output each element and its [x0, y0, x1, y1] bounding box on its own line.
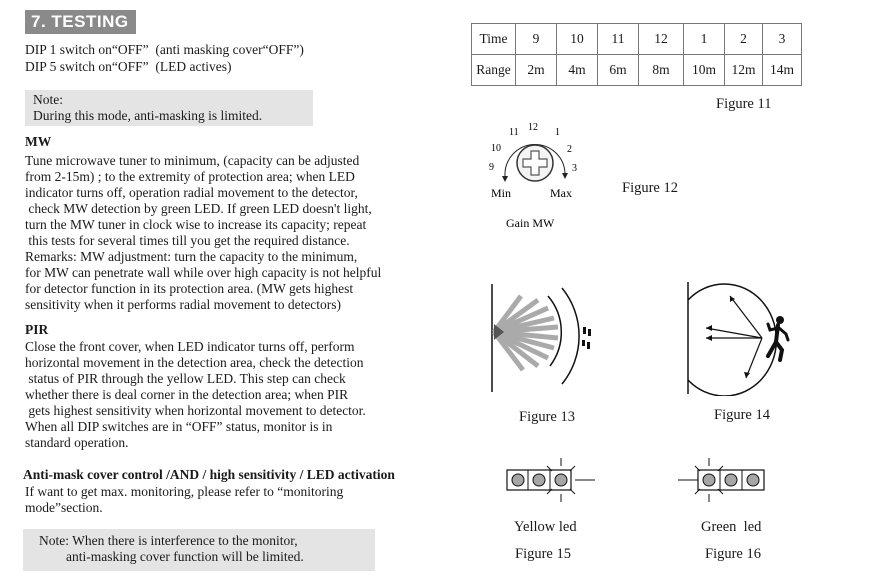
range-header: Range — [472, 55, 516, 86]
range-cell: 12m — [725, 55, 763, 86]
range-cell: 2m — [516, 55, 557, 86]
time-row — [472, 24, 802, 55]
pir-body — [25, 339, 366, 451]
yellow-led-diagram — [495, 458, 599, 504]
time-cell: 12 — [639, 24, 684, 55]
range-cell: 14m — [763, 55, 802, 86]
range-cell: 10m — [684, 55, 725, 86]
antimask-line: mode”section. — [25, 500, 103, 515]
antimask-line: If want to get max. monitoring, please refer to “monitoring — [25, 484, 344, 499]
time-cell: 10 — [557, 24, 598, 55]
range-row — [472, 55, 802, 86]
movement-arrows — [706, 296, 762, 378]
led-icon — [533, 474, 545, 486]
time-cell: 9 — [516, 24, 557, 55]
gain-dial-diagram — [478, 118, 608, 233]
pir-line: whether there is deal corner in the detection area; when PIR — [25, 387, 349, 402]
pir-heading: PIR — [25, 322, 49, 337]
time-cell: 11 — [598, 24, 639, 55]
range-cell: 8m — [639, 55, 684, 86]
note2-line2: anti-masking cover function will be limited. — [39, 549, 304, 564]
mw-line: this tests for several times till you get the required distance. — [25, 233, 350, 248]
time-cell: 2 — [725, 24, 763, 55]
dial-number: 9 — [489, 162, 494, 173]
led-icon — [725, 474, 737, 486]
range-cell: 6m — [598, 55, 639, 86]
mw-line: Tune microwave tuner to minimum, (capacity can be adjusted — [25, 153, 360, 168]
figure15-caption: Figure 15 — [515, 546, 571, 562]
figure16-caption: Figure 16 — [705, 546, 761, 562]
range-cell: 4m — [557, 55, 598, 86]
pir-line: gets highest sensitivity when horizontal movement to detector. — [25, 403, 366, 418]
dip5-line: DIP 5 switch on“OFF” (LED actives) — [25, 59, 232, 74]
mw-line: sensitivity when it performs radial movement to detectors) — [25, 297, 342, 312]
dial-number: 1 — [555, 127, 560, 138]
arrowhead-icon — [502, 176, 508, 182]
antimask-body — [25, 484, 343, 516]
led-icon — [512, 474, 524, 486]
figure11-caption: Figure 11 — [716, 96, 772, 112]
max-label: Max — [550, 186, 572, 200]
pir-line: horizontal movement in the detection area, check the detection — [25, 355, 364, 370]
mw-line: for detector function in its protection area. (MW gets highest — [25, 281, 354, 296]
min-label: Min — [491, 186, 512, 200]
pir-line: Close the front cover, when LED indicator turns off, perform — [25, 339, 355, 354]
mw-line: Remarks: MW adjustment: turn the capacity to the minimum, — [25, 249, 358, 264]
pir-line: When all DIP switches are in “OFF” status, monitor is in — [25, 419, 333, 434]
mw-line: check MW detection by green LED. If green LED doesn't light, — [25, 201, 372, 216]
range-arc — [548, 296, 561, 366]
dial-number: 3 — [572, 163, 577, 174]
green-led-label: Green led — [701, 519, 762, 535]
mw-line: from 2-15m) ; to the extremity of protection area; when LED — [25, 169, 355, 184]
note-label: Note: — [33, 92, 63, 107]
dial-number: 10 — [491, 143, 501, 154]
dial-number: 12 — [528, 122, 538, 133]
detection-beams — [494, 296, 558, 370]
gain-label: Gain MW — [506, 216, 555, 230]
mw-heading: MW — [25, 134, 52, 149]
time-cell: 3 — [763, 24, 802, 55]
mw-line: turn the MW tuner in clock wise to increase its capacity; repeat — [25, 217, 367, 232]
mw-line: indicator turns off, operation radial movement to the detector, — [25, 185, 358, 200]
arrowhead-icon — [562, 173, 568, 179]
note-text: During this mode, anti-masking is limited. — [33, 108, 263, 123]
yellow-led-label: Yellow led — [514, 519, 577, 535]
pir-line: status of PIR through the yellow LED. This step can check — [25, 371, 346, 386]
led-icon — [747, 474, 759, 486]
figure12-caption: Figure 12 — [622, 180, 678, 196]
arrowhead-icon — [706, 296, 750, 378]
green-led-diagram — [676, 458, 780, 504]
motion-marks-icon — [582, 327, 591, 349]
note-box-interference — [23, 529, 375, 571]
note-box — [25, 90, 313, 126]
figure14-caption: Figure 14 — [714, 407, 770, 423]
horizontal-movement-diagram — [684, 280, 796, 396]
pir-line: standard operation. — [25, 435, 129, 450]
mw-line: for MW can penetrate wall while over high capacity is not helpful — [25, 265, 382, 280]
range-table — [471, 23, 802, 86]
antimask-heading: Anti-mask cover control /AND / high sensitivity / LED activation — [23, 467, 395, 482]
dial-number: 2 — [567, 144, 572, 155]
note2-line1: Note: When there is interference to the monitor, — [39, 533, 298, 548]
section-title: 7. TESTING — [25, 10, 136, 34]
time-header: Time — [472, 24, 516, 55]
mw-body — [25, 153, 381, 313]
green-led-icon — [703, 474, 715, 486]
yellow-led-icon — [555, 474, 567, 486]
time-cell: 1 — [684, 24, 725, 55]
running-person-icon — [768, 316, 788, 360]
coverage-circle — [688, 284, 776, 396]
figure13-caption: Figure 13 — [519, 409, 575, 425]
radial-detection-diagram — [488, 280, 600, 396]
dip1-line: DIP 1 switch on“OFF” (anti masking cover“OFF”) — [25, 42, 304, 57]
range-arc — [562, 288, 579, 384]
dial-number: 11 — [509, 127, 519, 138]
